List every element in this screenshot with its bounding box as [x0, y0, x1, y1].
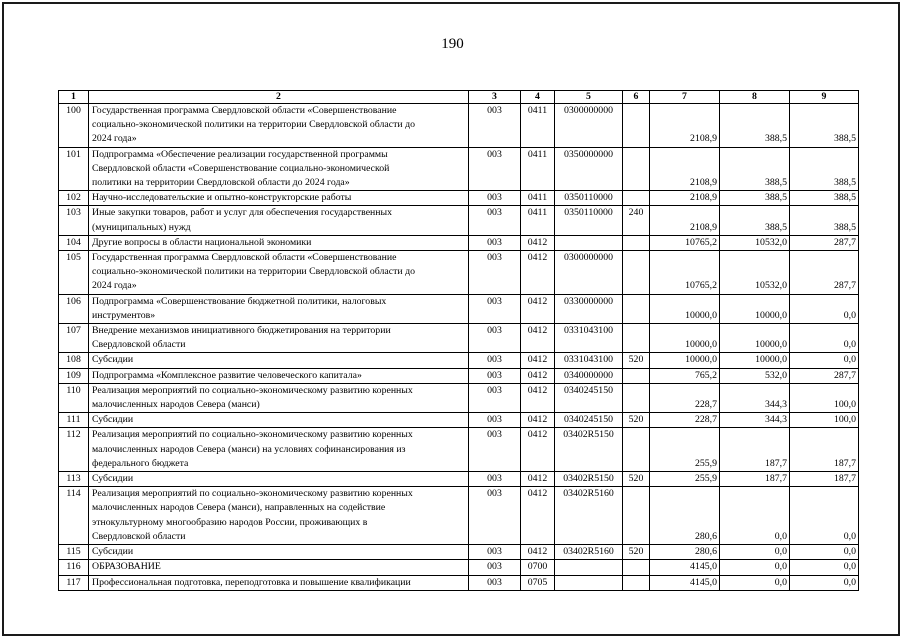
amount-col8-cell: 344,3: [720, 383, 790, 412]
admin-code-cell: 003: [469, 413, 521, 428]
table-row: [59, 324, 859, 353]
table-row: [59, 487, 859, 545]
admin-code-cell: 003: [469, 324, 521, 353]
amount-col8-cell: 0,0: [720, 560, 790, 575]
admin-code-cell: 003: [469, 147, 521, 191]
amount-col8-cell: 187,7: [720, 428, 790, 472]
description-cell: Подпрограмма «Совершенствование бюджетной политики, налоговых инструментов»: [89, 294, 469, 323]
amount-col9-cell: 388,5: [790, 206, 859, 235]
amount-col7-cell: 255,9: [650, 472, 720, 487]
table-row: [59, 428, 859, 472]
admin-code-cell: 003: [469, 104, 521, 148]
amount-col9-cell: 388,5: [790, 191, 859, 206]
section-code-cell: 0411: [521, 206, 555, 235]
amount-col7-cell: 4145,0: [650, 560, 720, 575]
amount-col7-cell: 2108,9: [650, 147, 720, 191]
amount-col7-cell: 10765,2: [650, 251, 720, 295]
table-row: [59, 413, 859, 428]
admin-code-cell: 003: [469, 191, 521, 206]
row-number-cell: 108: [59, 353, 89, 368]
row-number-cell: 106: [59, 294, 89, 323]
amount-col7-cell: 765,2: [650, 368, 720, 383]
expense-type-cell: 240: [623, 206, 650, 235]
amount-col7-cell: 2108,9: [650, 104, 720, 148]
table-row: [59, 353, 859, 368]
amount-col7-cell: 255,9: [650, 428, 720, 472]
amount-col9-cell: 0,0: [790, 324, 859, 353]
row-number-cell: 105: [59, 251, 89, 295]
admin-code-cell: 003: [469, 353, 521, 368]
amount-col9-cell: 100,0: [790, 383, 859, 412]
section-code-cell: 0412: [521, 353, 555, 368]
target-article-cell: 03402R5160: [555, 487, 623, 545]
header-cell: 5: [555, 91, 623, 104]
row-number-cell: 114: [59, 487, 89, 545]
section-code-cell: 0412: [521, 413, 555, 428]
section-code-cell: 0412: [521, 368, 555, 383]
table-row: [59, 191, 859, 206]
amount-col9-cell: 187,7: [790, 472, 859, 487]
amount-col9-cell: 388,5: [790, 147, 859, 191]
section-code-cell: 0412: [521, 472, 555, 487]
target-article-cell: 0331043100: [555, 353, 623, 368]
section-code-cell: 0412: [521, 428, 555, 472]
amount-col7-cell: 10765,2: [650, 235, 720, 250]
row-number-cell: 117: [59, 575, 89, 590]
amount-col7-cell: 280,6: [650, 487, 720, 545]
row-number-cell: 101: [59, 147, 89, 191]
header-cell: 9: [790, 91, 859, 104]
target-article-cell: 0350110000: [555, 206, 623, 235]
amount-col9-cell: 0,0: [790, 353, 859, 368]
amount-col8-cell: 388,5: [720, 206, 790, 235]
table-row: [59, 251, 859, 295]
target-article-cell: 0350110000: [555, 191, 623, 206]
amount-col7-cell: 2108,9: [650, 191, 720, 206]
amount-col7-cell: 228,7: [650, 413, 720, 428]
description-cell: Подпрограмма «Комплексное развитие человеческого капитала»: [89, 368, 469, 383]
description-cell: Внедрение механизмов инициативного бюджетирования на территории Свердловской области: [89, 324, 469, 353]
row-number-cell: 110: [59, 383, 89, 412]
admin-code-cell: 003: [469, 575, 521, 590]
table-row: [59, 383, 859, 412]
row-number-cell: 103: [59, 206, 89, 235]
section-code-cell: 0705: [521, 575, 555, 590]
table-row: [59, 235, 859, 250]
table-row: [59, 368, 859, 383]
amount-col7-cell: 4145,0: [650, 575, 720, 590]
expense-type-cell: 520: [623, 353, 650, 368]
row-number-cell: 107: [59, 324, 89, 353]
admin-code-cell: 003: [469, 235, 521, 250]
description-cell: Государственная программа Свердловской области «Совершенствование социально-экономической политики на территории Свердловской области до 2024 года»: [89, 251, 469, 295]
expense-type-cell: [623, 368, 650, 383]
description-cell: Государственная программа Свердловской области «Совершенствование социально-экономической политики на территории Свердловской области до 2024 года»: [89, 104, 469, 148]
table-row: [59, 575, 859, 590]
description-cell: Субсидии: [89, 413, 469, 428]
amount-col9-cell: 287,7: [790, 368, 859, 383]
amount-col7-cell: 2108,9: [650, 206, 720, 235]
description-cell: Другие вопросы в области национальной экономики: [89, 235, 469, 250]
row-number-cell: 111: [59, 413, 89, 428]
description-cell: Субсидии: [89, 545, 469, 560]
admin-code-cell: 003: [469, 383, 521, 412]
description-cell: ОБРАЗОВАНИЕ: [89, 560, 469, 575]
section-code-cell: 0412: [521, 487, 555, 545]
amount-col8-cell: 388,5: [720, 104, 790, 148]
amount-col9-cell: 388,5: [790, 104, 859, 148]
header-cell: 3: [469, 91, 521, 104]
amount-col9-cell: 187,7: [790, 428, 859, 472]
amount-col8-cell: 0,0: [720, 487, 790, 545]
amount-col8-cell: 187,7: [720, 472, 790, 487]
section-code-cell: 0411: [521, 147, 555, 191]
table-row: [59, 545, 859, 560]
row-number-cell: 102: [59, 191, 89, 206]
admin-code-cell: 003: [469, 294, 521, 323]
expense-type-cell: 520: [623, 413, 650, 428]
table-row: [59, 147, 859, 191]
description-cell: Субсидии: [89, 472, 469, 487]
expense-type-cell: [623, 324, 650, 353]
expense-type-cell: [623, 191, 650, 206]
amount-col9-cell: 287,7: [790, 251, 859, 295]
row-number-cell: 116: [59, 560, 89, 575]
amount-col9-cell: 0,0: [790, 560, 859, 575]
expense-type-cell: [623, 235, 650, 250]
description-cell: Профессиональная подготовка, переподготовка и повышение квалификации: [89, 575, 469, 590]
table-row: [59, 472, 859, 487]
target-article-cell: 0331043100: [555, 324, 623, 353]
header-cell: 6: [623, 91, 650, 104]
section-code-cell: 0412: [521, 545, 555, 560]
amount-col8-cell: 532,0: [720, 368, 790, 383]
expense-type-cell: [623, 251, 650, 295]
description-cell: Реализация мероприятий по социально-экономическому развитию коренных малочисленных народов Севера (манси), направленных на содействие этнокультурному многообразию народов России, проживающих в Свердловской области: [89, 487, 469, 545]
admin-code-cell: 003: [469, 472, 521, 487]
row-number-cell: 109: [59, 368, 89, 383]
row-number-cell: 112: [59, 428, 89, 472]
target-article-cell: [555, 235, 623, 250]
description-cell: Подпрограмма «Обеспечение реализации государственной программы Свердловской области «Совершенствование социально-экономической политики на территории Свердловской области до 2024 года»: [89, 147, 469, 191]
target-article-cell: 03402R5150: [555, 428, 623, 472]
header-cell: 2: [89, 91, 469, 104]
amount-col8-cell: 10532,0: [720, 251, 790, 295]
description-cell: Реализация мероприятий по социально-экономическому развитию коренных малочисленных народов Севера (манси) на условиях софинансирования из федерального бюджета: [89, 428, 469, 472]
target-article-cell: 03402R5150: [555, 472, 623, 487]
section-code-cell: 0411: [521, 104, 555, 148]
table-row: [59, 104, 859, 148]
target-article-cell: [555, 560, 623, 575]
admin-code-cell: 003: [469, 251, 521, 295]
amount-col8-cell: 10000,0: [720, 353, 790, 368]
amount-col8-cell: 10532,0: [720, 235, 790, 250]
amount-col8-cell: 0,0: [720, 575, 790, 590]
amount-col9-cell: 100,0: [790, 413, 859, 428]
admin-code-cell: 003: [469, 487, 521, 545]
row-number-cell: 104: [59, 235, 89, 250]
description-cell: Иные закупки товаров, работ и услуг для обеспечения государственных (муниципальных) нужд: [89, 206, 469, 235]
header-cell: 1: [59, 91, 89, 104]
target-article-cell: 03402R5160: [555, 545, 623, 560]
header-cell: 4: [521, 91, 555, 104]
expense-type-cell: [623, 383, 650, 412]
table-row: [59, 206, 859, 235]
target-article-cell: 0300000000: [555, 104, 623, 148]
row-number-cell: 100: [59, 104, 89, 148]
expense-type-cell: [623, 487, 650, 545]
section-code-cell: 0700: [521, 560, 555, 575]
table-header-row: [59, 91, 859, 104]
row-number-cell: 113: [59, 472, 89, 487]
admin-code-cell: 003: [469, 428, 521, 472]
target-article-cell: 0330000000: [555, 294, 623, 323]
amount-col8-cell: 10000,0: [720, 294, 790, 323]
amount-col9-cell: 287,7: [790, 235, 859, 250]
expense-type-cell: [623, 575, 650, 590]
admin-code-cell: 003: [469, 560, 521, 575]
expense-type-cell: [623, 104, 650, 148]
expense-type-cell: [623, 147, 650, 191]
section-code-cell: 0412: [521, 251, 555, 295]
description-cell: Научно-исследовательские и опытно-конструкторские работы: [89, 191, 469, 206]
section-code-cell: 0412: [521, 235, 555, 250]
table-row: [59, 560, 859, 575]
header-cell: 8: [720, 91, 790, 104]
budget-table: [58, 90, 859, 591]
expense-type-cell: [623, 560, 650, 575]
amount-col8-cell: 388,5: [720, 147, 790, 191]
amount-col9-cell: 0,0: [790, 575, 859, 590]
amount-col7-cell: 10000,0: [650, 353, 720, 368]
amount-col8-cell: 10000,0: [720, 324, 790, 353]
table-row: [59, 294, 859, 323]
admin-code-cell: 003: [469, 545, 521, 560]
amount-col7-cell: 280,6: [650, 545, 720, 560]
amount-col7-cell: 10000,0: [650, 324, 720, 353]
target-article-cell: 0340245150: [555, 383, 623, 412]
target-article-cell: 0340000000: [555, 368, 623, 383]
description-cell: Субсидии: [89, 353, 469, 368]
amount-col8-cell: 0,0: [720, 545, 790, 560]
target-article-cell: 0300000000: [555, 251, 623, 295]
page-number: 190: [441, 36, 464, 52]
amount-col7-cell: 10000,0: [650, 294, 720, 323]
expense-type-cell: [623, 428, 650, 472]
expense-type-cell: 520: [623, 472, 650, 487]
expense-type-cell: [623, 294, 650, 323]
description-cell: Реализация мероприятий по социально-экономическому развитию коренных малочисленных народов Севера (манси): [89, 383, 469, 412]
section-code-cell: 0412: [521, 383, 555, 412]
target-article-cell: 0340245150: [555, 413, 623, 428]
amount-col7-cell: 228,7: [650, 383, 720, 412]
amount-col9-cell: 0,0: [790, 487, 859, 545]
row-number-cell: 115: [59, 545, 89, 560]
admin-code-cell: 003: [469, 206, 521, 235]
expense-type-cell: 520: [623, 545, 650, 560]
amount-col9-cell: 0,0: [790, 294, 859, 323]
target-article-cell: [555, 575, 623, 590]
amount-col8-cell: 388,5: [720, 191, 790, 206]
section-code-cell: 0412: [521, 324, 555, 353]
amount-col8-cell: 344,3: [720, 413, 790, 428]
section-code-cell: 0412: [521, 294, 555, 323]
amount-col9-cell: 0,0: [790, 545, 859, 560]
admin-code-cell: 003: [469, 368, 521, 383]
header-cell: 7: [650, 91, 720, 104]
section-code-cell: 0411: [521, 191, 555, 206]
target-article-cell: 0350000000: [555, 147, 623, 191]
